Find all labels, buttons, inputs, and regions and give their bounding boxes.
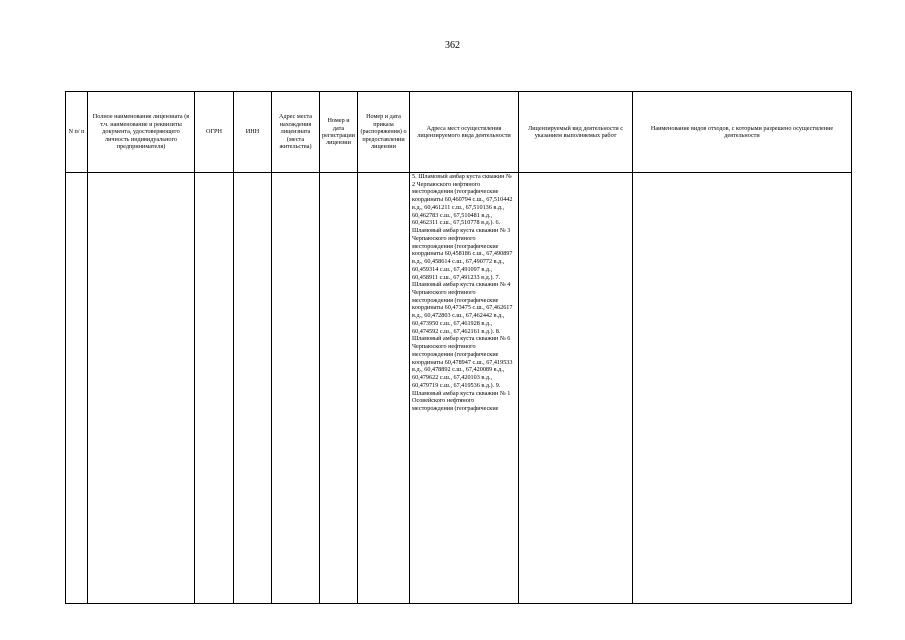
cell-activity-address [410,173,519,604]
cell-full-name [88,173,195,604]
cell-waste-types [633,173,852,604]
license-registry-table [65,91,852,604]
header-inn: ИНН [234,92,272,173]
activity-address-text: 5. Шламовый амбар куста скважин № 2 Черпаюского нефтяного месторождения (географические координаты 60,460794 с.ш., 67,510442 в.д., 60,461211 с.ш., 67,510136 в.д., 60,462783 с.ш., 67,510481 в.д., 60,462311 с.ш., 67,510778 в.д.). 6. Шламовый амбар куста скважин № 3 Черпаюского нефтяного месторождения (географические координаты 60,458186 с.ш., 67,490897 в.д., 60,458614 с.ш., 67,490772 в.д., 60,459314 с.ш., 67,491097 в.д., 60,458911 с.ш., 67,491233 в.д.). 7. Шламовый амбар куста скважин № 4 Черпаюского нефтяного месторождения (географические координаты 60,473475 с.ш., 67,462617 в.д., 60,472803 с.ш., 67,462442 в.д., 60,473950 с.ш., 67,461928 в.д., 60,474592 с.ш., 67,462161 в.д.). 8. Шламовый амбар куста скважин № 6 Черпаюского нефтяного месторождения (географические координаты 60,478947 с.ш., 67,419533 в.д., 60,478892 с.ш., 67,420089 в.д., 60,479622 с.ш., 67,420103 в.д., 60,479719 с.ш., 67,419536 в.д.). 9. Шламовый амбар куста скважин № 1 Осовейского нефтяного месторождения (географические [412,173,513,413]
cell-num [66,173,88,604]
header-ogrn: ОГРН [195,92,234,173]
header-order: Номер и дата приказа (распоряжения) о предоставлении лицензии [358,92,410,173]
header-address: Адрес места нахождения лицензиата (места жительства) [272,92,320,173]
page-number: 362 [445,40,460,51]
cell-reg-number [320,173,358,604]
table-header-row [66,92,852,173]
cell-order [358,173,410,604]
header-activity-address: Адреса мест осуществления лицензируемого вида деятельности [410,92,519,173]
header-num: N п/ п [66,92,88,173]
header-full-name: Полное наименование лицензиата (в т.ч. наименование и реквизиты документа, удостоверяющего личность индивидуального предпринимателя) [88,92,195,173]
header-reg-number: Номер и дата регистрации лицензии [320,92,358,173]
header-waste-types: Наименование видов отходов, с которыми разрешено осуществление деятельности [633,92,852,173]
header-activity-type: Лицензируемый вид деятельности с указанием выполняемых работ [519,92,633,173]
table-row [66,173,852,604]
cell-activity-type [519,173,633,604]
cell-address [272,173,320,604]
cell-inn [234,173,272,604]
cell-ogrn [195,173,234,604]
